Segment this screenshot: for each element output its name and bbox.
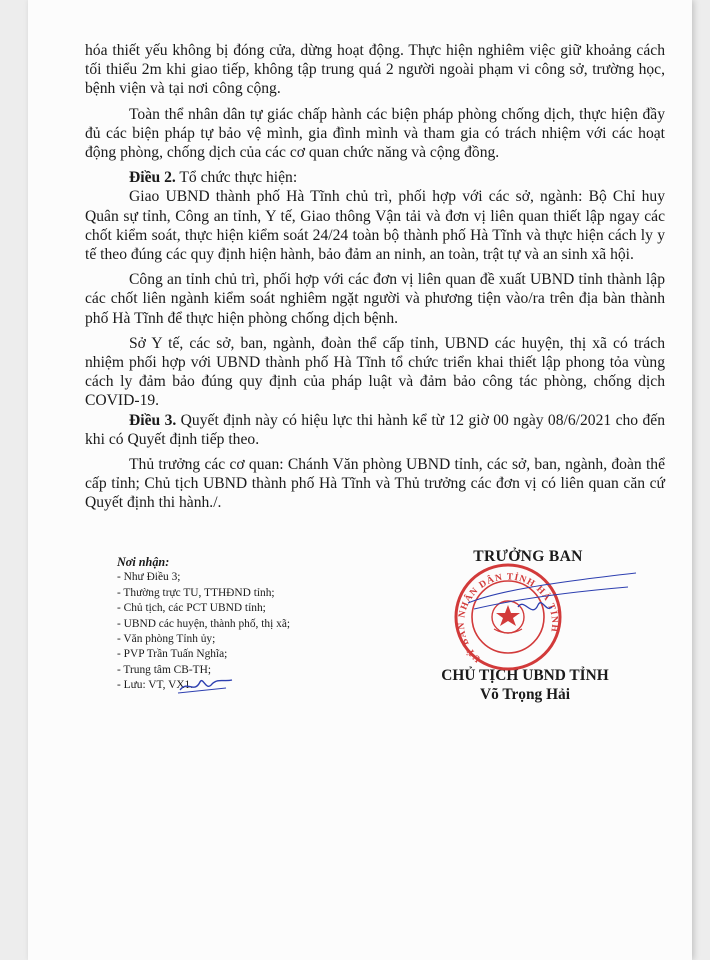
paragraph-city-assignment: Giao UBND thành phố Hà Tĩnh chủ trì, phối hợp với các sở, ngành: Bộ Chỉ huy Quân sự tỉnh, Công an tỉnh, Y tế, Giao thông Vận tải và đơn vị liên quan thiết lập ngay các chốt kiểm soát, thực hiện kiểm soát 24/24 toàn bộ thành phố Hà Tĩnh và thực hiện cách ly y tế theo đúng các quy định hiện hành, bảo đảm an ninh, an toàn, trật tự và an sinh xã hội.: [85, 188, 665, 264]
article-3-text: Quyết định này có hiệu lực thi hành kể từ 12 giờ 00 ngày 08/6/2021 cho đến khi có Quyết định tiếp theo.: [85, 411, 665, 448]
signer-title: TRƯỞNG BAN: [473, 548, 583, 565]
seal-arc-text: UỶ BAN NHÂN DÂN TỈNH HÀ TĨNH: [456, 572, 560, 664]
recipient-item: - Văn phòng Tỉnh ủy;: [117, 633, 216, 646]
recipients-list: [117, 570, 377, 693]
recipient-item: - Trung tâm CB-TH;: [117, 663, 211, 676]
recipient-item: - UBND các huyện, thành phố, thị xã;: [117, 617, 291, 630]
paragraph-police-assignment: Công an tỉnh chủ trì, phối hợp với các đơn vị liên quan đề xuất UBND tỉnh thành lập các chốt liên ngành kiểm soát nghiêm ngặt người và phương tiện vào/ra trên địa bàn thành phố Hà Tĩnh để thực hiện phòng chống dịch bệnh.: [85, 271, 665, 327]
recipient-item: - Chủ tịch, các PCT UBND tỉnh;: [117, 602, 266, 615]
paragraph-health-assignment: Sở Y tế, các sở, ban, ngành, đoàn thể cấp tỉnh, UBND các huyện, thị xã có trách nhiệm phối hợp với UBND thành phố Hà Tĩnh tổ chức triển khai thiết lập phong tỏa vùng cách ly đảm bảo đúng quy định của pháp luật và đảm bảo công tác phòng, chống dịch COVID-19.: [85, 334, 665, 410]
article-2-heading: [85, 168, 665, 187]
paragraph-public-compliance: Toàn thể nhân dân tự giác chấp hành các biện pháp phòng chống dịch, thực hiện đầy đủ các biện pháp tự bảo vệ mình, gia đình mình và tham gia có trách nhiệm với các hoạt động phòng, chống dịch của các cơ quan chức năng và cộng đồng.: [85, 105, 665, 162]
article-2-label: Điều 2.: [129, 169, 176, 187]
recipients-title: Nơi nhận:: [117, 555, 170, 569]
paragraph-execution: Thủ trưởng các cơ quan: Chánh Văn phòng UBND tỉnh, các sở, ban, ngành, đoàn thể cấp tỉnh; Chủ tịch UBND thành phố Hà Tĩnh và Thủ trưởng các đơn vị có liên quan căn cứ Quyết định thi hành./.: [85, 456, 665, 512]
recipient-item: - Lưu: VT, VX1.: [117, 679, 194, 692]
signer-name: Võ Trọng Hải: [479, 686, 571, 703]
article-3-paragraph: [85, 411, 665, 449]
article-2-title: Tổ chức thực hiện:: [175, 169, 298, 187]
initials-scribble: [176, 670, 236, 696]
recipient-item: - Thường trực TU, TTHĐND tỉnh;: [117, 586, 275, 599]
article-3-label: Điều 3.: [129, 411, 177, 429]
recipient-item: - Như Điều 3;: [117, 571, 181, 584]
recipients-block: [117, 555, 377, 694]
recipient-item: - PVP Trần Tuấn Nghĩa;: [117, 648, 228, 661]
document-body: [85, 41, 665, 519]
signer-position: CHỦ TỊCH UBND TỈNH: [441, 667, 609, 684]
paragraph-continuation: hóa thiết yếu không bị đóng cửa, dừng hoạt động. Thực hiện nghiêm việc giữ khoảng cách tối thiểu 2m khi giao tiếp, không tập trung quá 2 người ngoài phạm vi công sở, trường học, bệnh viện và tại nơi công cộng.: [85, 42, 665, 98]
official-seal: [428, 561, 638, 676]
